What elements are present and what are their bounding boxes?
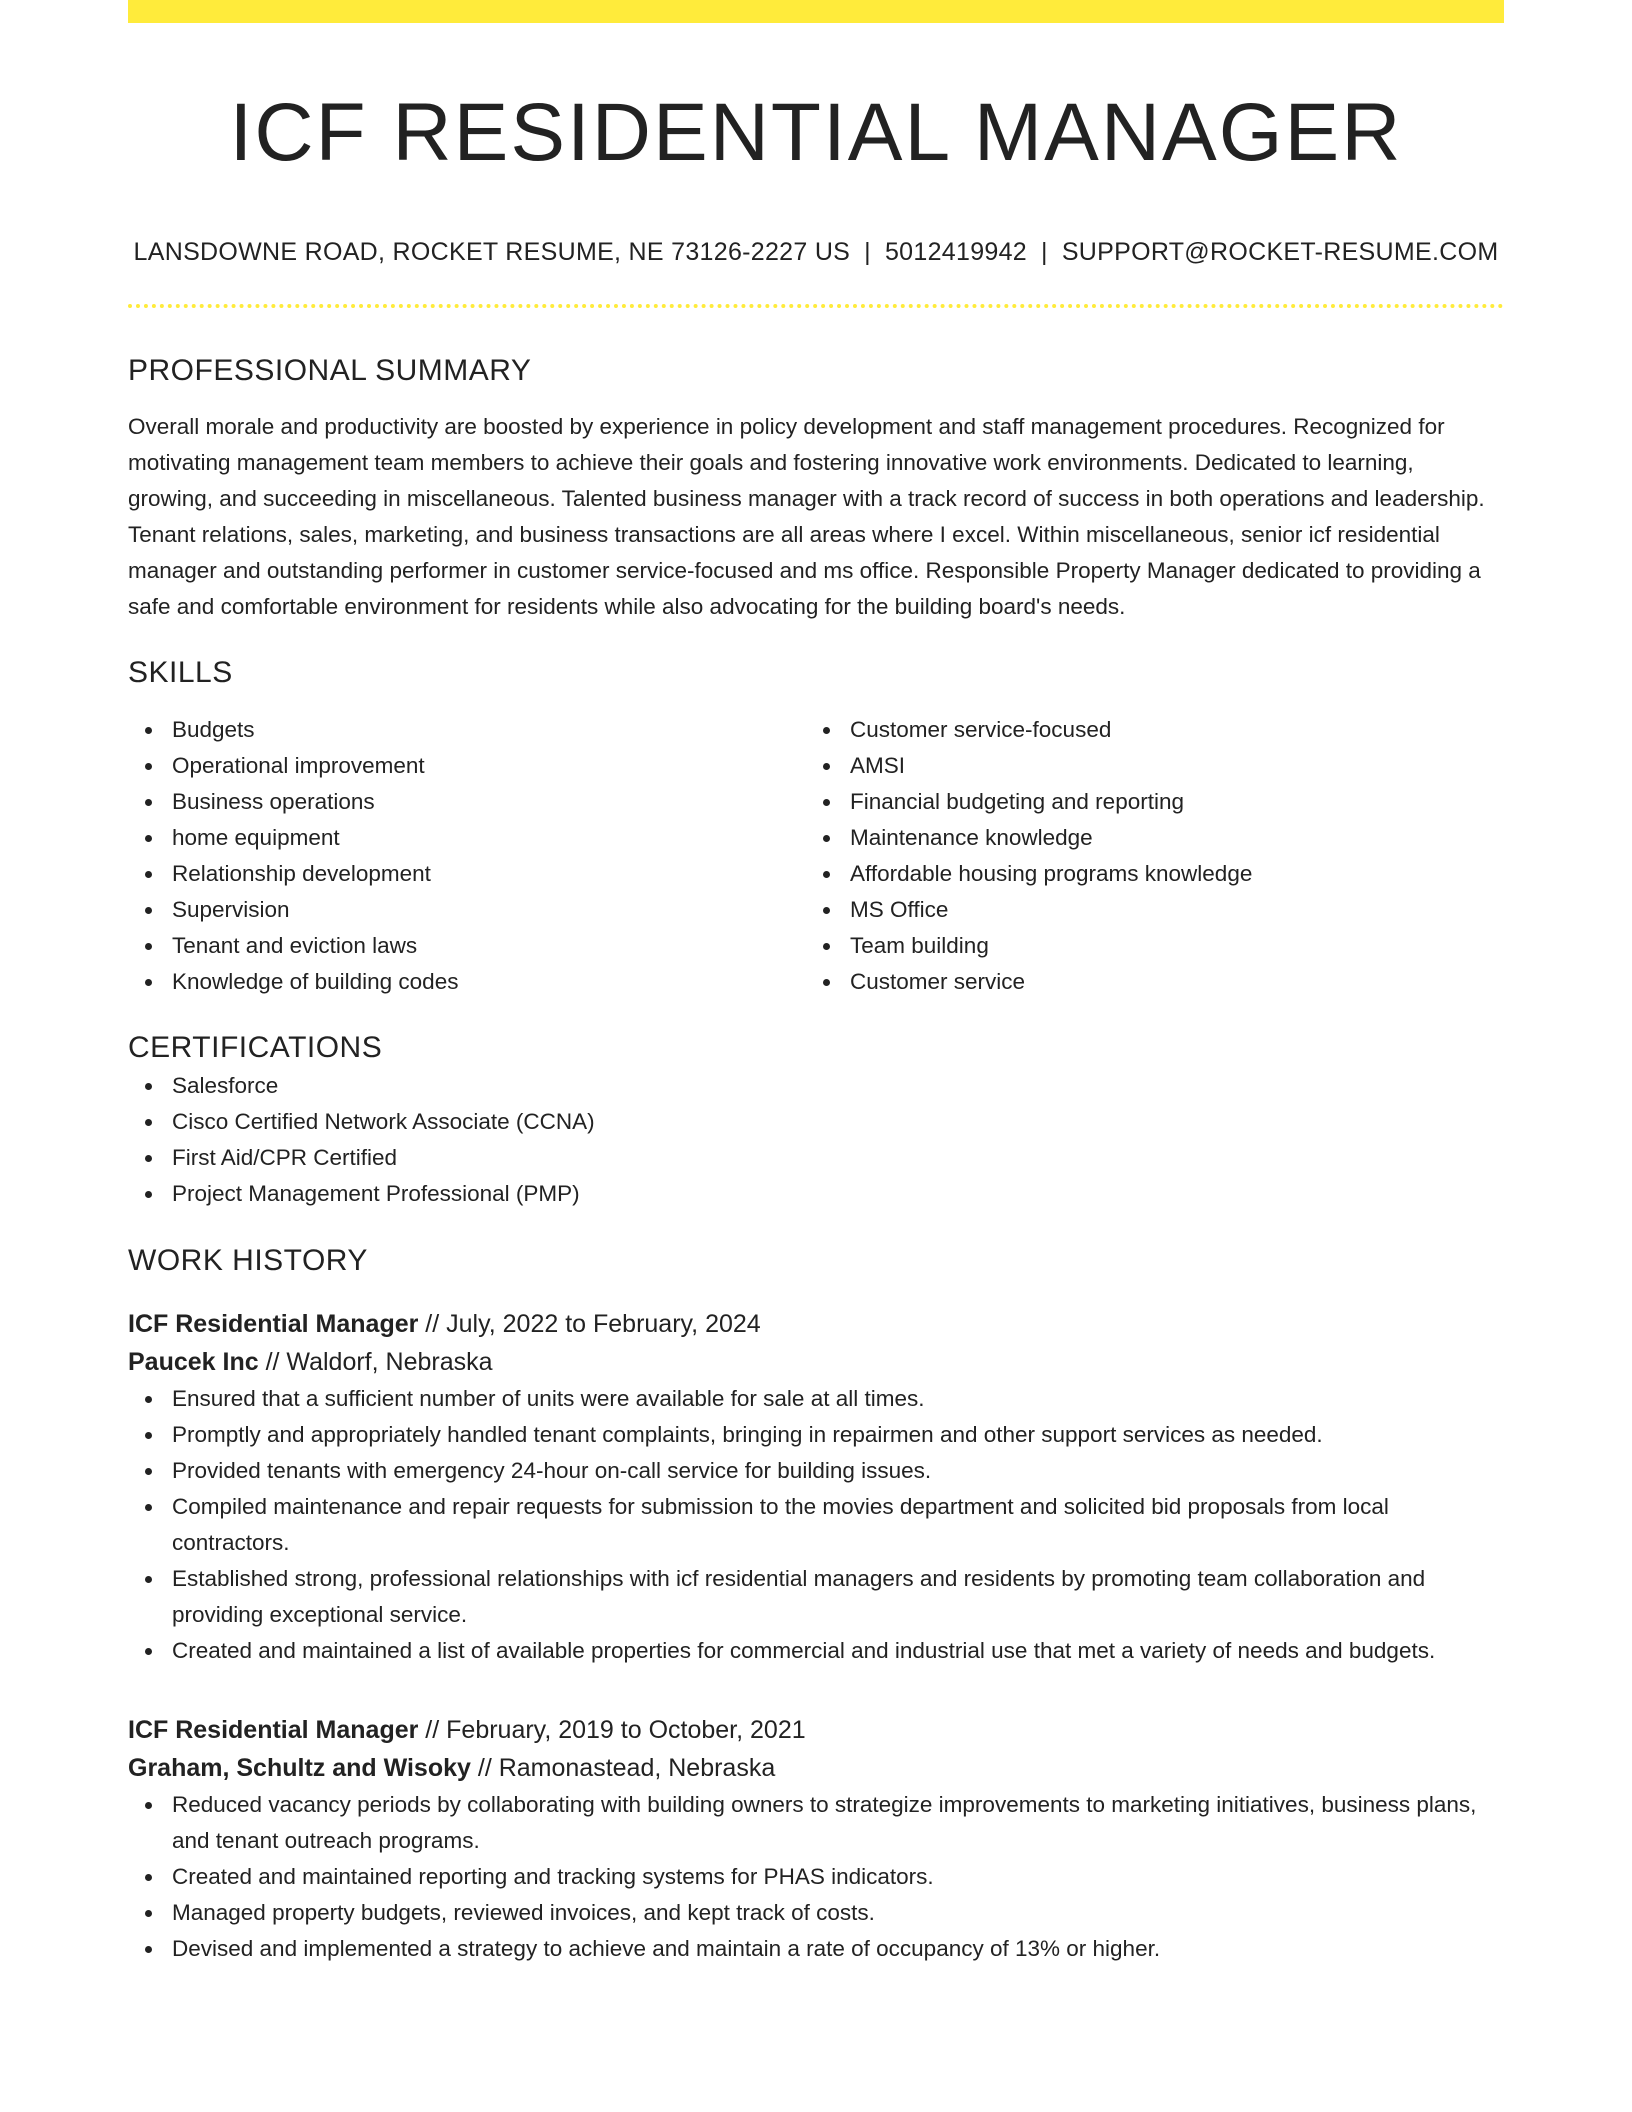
resume-page	[128, 0, 1504, 1967]
skills-column-right	[806, 712, 1484, 1000]
job-bullet: Managed property budgets, reviewed invoices, and kept track of costs.	[128, 1895, 1504, 1931]
contact-phone: 5012419942	[884, 238, 1028, 266]
job-company-line	[128, 1343, 1504, 1381]
skill-item: Customer service	[806, 964, 1484, 1000]
job-bullet-list	[128, 1787, 1504, 1967]
skill-item: Customer service-focused	[806, 712, 1484, 748]
job-bullet: Promptly and appropriately handled tenant complaints, bringing in repairmen and other support services as needed.	[128, 1417, 1504, 1453]
skill-item: Relationship development	[128, 856, 806, 892]
job-company: Paucek Inc	[128, 1348, 259, 1376]
job-company: Graham, Schultz and Wisoky	[128, 1754, 471, 1782]
job-bullet: Compiled maintenance and repair requests for submission to the movies department and solicited bid proposals from local contractors.	[128, 1489, 1504, 1561]
contact-email: SUPPORT@ROCKET-RESUME.COM	[1061, 238, 1499, 266]
job-title-line	[128, 1711, 1504, 1749]
skill-item: Knowledge of building codes	[128, 964, 806, 1000]
job-bullet-list	[128, 1381, 1504, 1669]
skill-item: Affordable housing programs knowledge	[806, 856, 1484, 892]
skill-item: Supervision	[128, 892, 806, 928]
skill-item: Team building	[806, 928, 1484, 964]
job-title: ICF Residential Manager	[128, 1716, 419, 1744]
skill-item: Operational improvement	[128, 748, 806, 784]
skill-item: Financial budgeting and reporting	[806, 784, 1484, 820]
job-dates: // July, 2022 to February, 2024	[418, 1310, 761, 1338]
skill-item: MS Office	[806, 892, 1484, 928]
certification-item: Project Management Professional (PMP)	[128, 1176, 1504, 1212]
job-location: // Waldorf, Nebraska	[258, 1348, 493, 1376]
skill-item: home equipment	[128, 820, 806, 856]
job-dates: // February, 2019 to October, 2021	[418, 1716, 806, 1744]
job-company-line	[128, 1749, 1504, 1787]
accent-top-bar	[128, 0, 1504, 23]
contact-separator: |	[1041, 238, 1048, 266]
contact-address: LANSDOWNE ROAD, ROCKET RESUME, NE 73126-2227 US	[133, 238, 851, 266]
certification-item: Cisco Certified Network Associate (CCNA)	[128, 1104, 1504, 1140]
contact-separator: |	[864, 238, 871, 266]
job-entry	[128, 1305, 1504, 1669]
skills-heading: SKILLS	[128, 656, 233, 689]
job-bullet: Ensured that a sufficient number of units were available for sale at all times.	[128, 1381, 1504, 1417]
skills-list-right	[806, 712, 1484, 1000]
skills-column-left	[128, 712, 806, 1000]
skill-item: Budgets	[128, 712, 806, 748]
skills-grid	[128, 712, 1504, 1000]
job-title-line	[128, 1305, 1504, 1343]
job-bullet: Reduced vacancy periods by collaborating with building owners to strategize improvements to marketing initiatives, business plans, and tenant outreach programs.	[128, 1787, 1504, 1859]
skill-item: Business operations	[128, 784, 806, 820]
job-title: ICF Residential Manager	[128, 1310, 419, 1338]
contact-line	[128, 235, 1504, 269]
certification-item: Salesforce	[128, 1068, 1504, 1104]
certifications-heading: CERTIFICATIONS	[128, 1031, 383, 1064]
work-history-list	[128, 1305, 1504, 1967]
skill-item: Tenant and eviction laws	[128, 928, 806, 964]
skills-list-left	[128, 712, 806, 1000]
resume-name: ICF RESIDENTIAL MANAGER	[229, 87, 1403, 178]
certifications-list	[128, 1068, 1504, 1212]
dotted-divider	[128, 304, 1504, 308]
skill-item: AMSI	[806, 748, 1484, 784]
job-bullet: Created and maintained a list of available properties for commercial and industrial use that met a variety of needs and budgets.	[128, 1633, 1504, 1669]
job-bullet: Created and maintained reporting and tracking systems for PHAS indicators.	[128, 1859, 1504, 1895]
skill-item: Maintenance knowledge	[806, 820, 1484, 856]
certification-item: First Aid/CPR Certified	[128, 1140, 1504, 1176]
summary-heading: PROFESSIONAL SUMMARY	[128, 354, 532, 387]
work-history-heading: WORK HISTORY	[128, 1244, 368, 1277]
job-bullet: Devised and implemented a strategy to achieve and maintain a rate of occupancy of 13% or higher.	[128, 1931, 1504, 1967]
summary-text: Overall morale and productivity are boosted by experience in policy development and staff management procedures. Recognized for motivating management team members to achieve their goals and fostering innovative work environments. Dedicated to learning, growing, and succeeding in miscellaneous. Talented business manager with a track record of success in both operations and leadership. Tenant relations, sales, marketing, and business transactions are all areas where I excel. Within miscellaneous, senior icf residential manager and outstanding performer in customer service-focused and ms office. Responsible Property Manager dedicated to providing a safe and comfortable environment for residents while also advocating for the building board's needs.	[128, 414, 1485, 619]
job-location: // Ramonastead, Nebraska	[470, 1754, 776, 1782]
job-entry	[128, 1711, 1504, 1967]
job-bullet: Established strong, professional relationships with icf residential managers and residents by promoting team collaboration and providing exceptional service.	[128, 1561, 1504, 1633]
job-bullet: Provided tenants with emergency 24-hour on-call service for building issues.	[128, 1453, 1504, 1489]
